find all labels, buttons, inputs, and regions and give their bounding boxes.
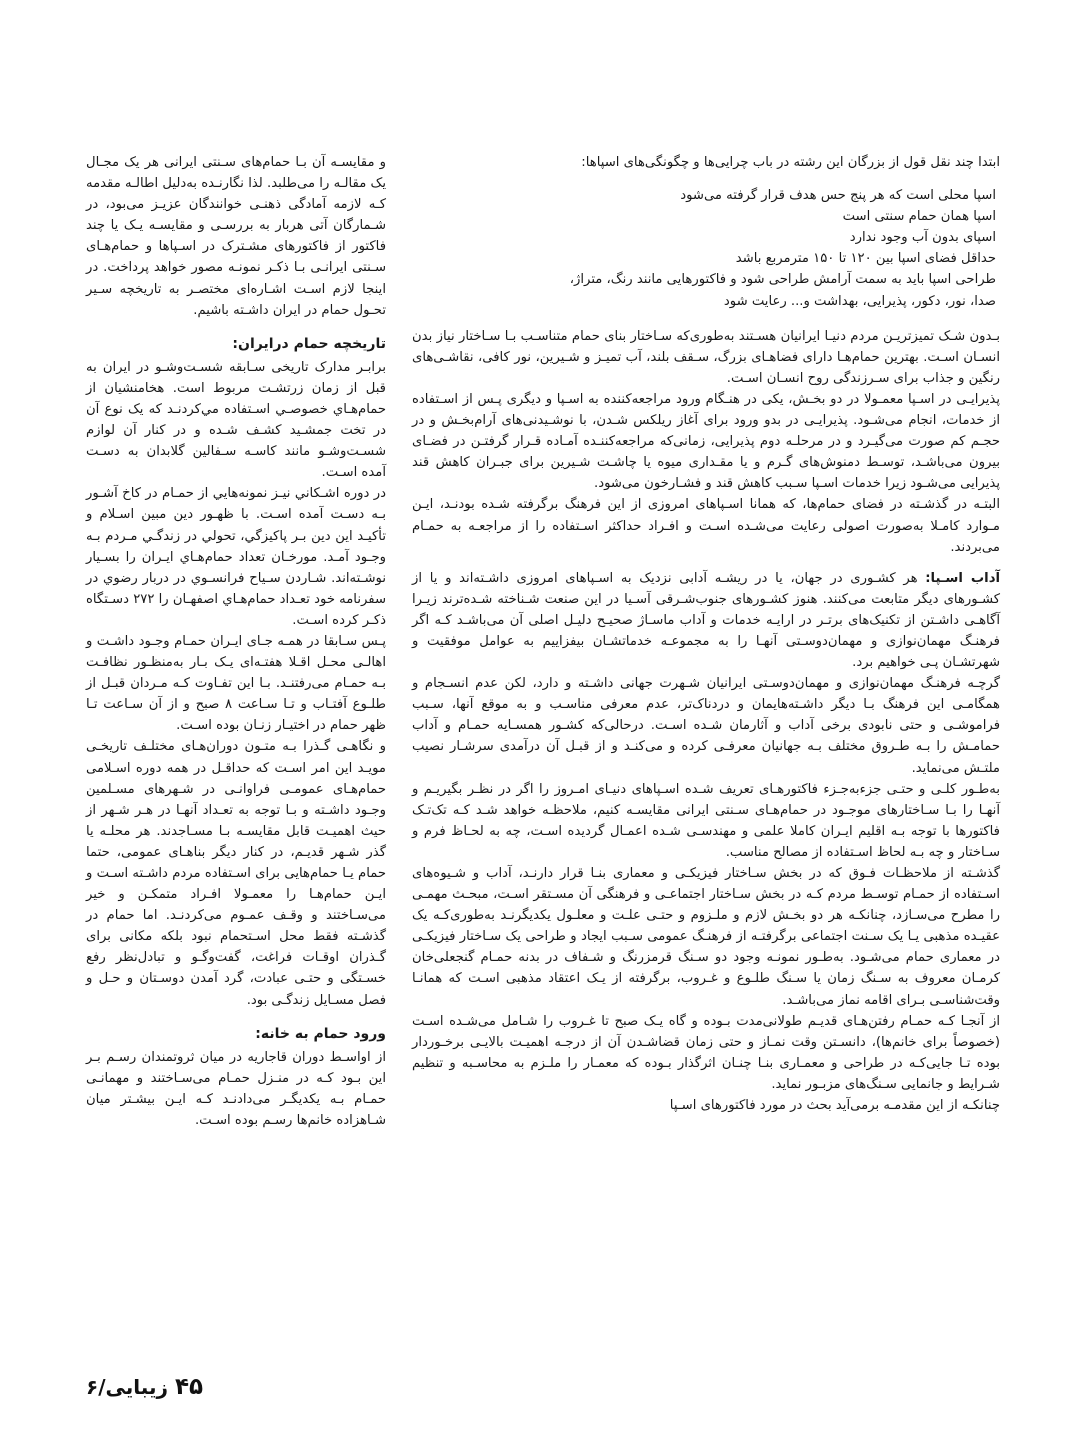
- body-paragraph: در دوره اشـكاني نيـز نمونه‌هايي از حمـام در كاخ آشـور بـه دسـت آمده اسـت. با ظهـور دين مبين اسـلام و تأكيـد اين دين بـر پاكيزگي، تحولي در زندگـي مـردم بـه وجـود آمـد. مورخـان تعداد حمام‌هـاي ايـران را بسـيار نوشـته‌اند. شـاردن سـياح فرانسـوي در دربار رضوي در سفرنامه خود تعـداد حمام‌هـاي اصفهـان را ۲۷۲ دسـتگاه ذكـر كرده اسـت.: [86, 486, 386, 628]
- right-column: [412, 152, 1000, 1116]
- intro-line: ابتدا چند نقل قول از بزرگان این رشته در باب چرایی‌ها و چگونگی‌های اسپاها:: [581, 155, 1000, 170]
- left-column: [86, 152, 386, 1131]
- body-paragraph: از آنجـا کـه حمـام رفتن‌هـای قدیـم طولانی‌مدت بـوده و گاه یـک صبح تا غـروب را شـامل می‌شـده اسـت (خصوصاً برای خانم‌ها)، دانسـتن وقت نمـاز و حتی زمان قضاشـدن آن از درجـه اهمیـت بالایـی برخـوردار بوده تـا جایی‌کـه در طراحی و معمـاری بنـا چنـان اثرگذار بـوده که معمـار را ملـزم به محاسـبه و تنظیم شـرایط و جانمایی سـنگ‌های مزبـور نماید.: [412, 1013, 1000, 1092]
- quote-item: اسپا همان حمام سنتی است: [842, 209, 996, 225]
- body-paragraph: و مقایسـه آن بـا حمام‌های سـنتی ایرانی هر یک مجـال یک مقالـه را می‌طلبد. لذا نگارنـده به‌دلیل اطالـه مقدمه کـه لازمه آمادگی ذهنـی خوانندگان عزیـز می‌بود، در شـمارگان آتی هربار به بررسـی و مقایسـه یـک یا چند فاکتور از فاکتورهای مشـترک در اسـپاها و حمام‌هـای سـنتی ایرانـی بـا ذکـر نمونـه مصور خواهد پرداخت. در اینجا لازم اسـت اشـاره‌ای مختصـر به تاریخچه سـیر تحـول حمام در ایران داشـته باشیم.: [86, 155, 386, 318]
- body-paragraph: گرچـه فرهنـگ مهمان‌نوازی و مهمان‌دوسـتی ایرانیان شـهرت جهانی داشـته و دارد، لکن عدم انسـجام و همگامـی این فرهنگ بـا دیگر داشـته‌هایمان و دردناک‌تر، عدم معرفی مناسـب و به موقع آنها، سـبب فراموشـی و حتی نابودی برخی آداب و آثارمان شـده اسـت. درحالی‌که کشـور همسـایه حمـام و آداب حمامـش را بـه طـروق مختلف بـه جهانیان معرفـی کرده و می‌کنـد و از قبـل آن درآمدی سرشـار نصیب ملتـش می‌نماید.: [412, 676, 1000, 776]
- quote-item: اسپای بدون آب وجود ندارد: [849, 230, 996, 246]
- body-paragraph: برابـر مدارک تاریخی سـابقه شسـت‌وشـو در ایران به قبل از زمان زرتشـت مربوط است. هخامنشیان از حمام‌هـاي خصوصـي اسـتفاده مي‌كردنـد كه یک نوع آن در تخت جمشـید كشـف شـده و در كنار آن لوازم شسـت‌وشـو مانند كاسـه سـفالین گلابدان به دسـت آمده اسـت.: [86, 359, 386, 481]
- page-number: ۴۵: [174, 1374, 204, 1400]
- quote-item: اسپا محلی است که هر پنج حس هدف قرار گرفته می‌شود: [680, 188, 996, 204]
- body-paragraph: به‌طـور کلـی و حتـی جزء‌به‌جـزء فاکتورهـای تعریف شـده اسـپاهای دنیـای امـروز را اگر در نظـر بگیریـم و آنهـا را بـا سـاختارهای موجـود در حمام‌هـای سـنتی ایرانی مقایسـه کنیم، ملاحظـه خواهد شـد کـه تک‌تـک فاکتورها با توجه بـه اقلیم ایـران کاملا علمی و مهندسـی شـده اعمـال گردیده اسـت، چه به لحـاظ فرم و سـاختار و چه بـه لحاظ اسـتفاده از مصالح مناسب.: [412, 781, 1000, 860]
- entry-heading: ورود حمام به خانه:: [255, 1025, 386, 1042]
- adab-title: آداب اسـپا:: [925, 570, 1000, 586]
- history-heading: تاریخچه حمام درایران:: [232, 335, 386, 352]
- body-paragraph: البتـه در گذشـته در فضای حمام‌ها، که همانا اسـپاهای امروزی از این فرهنگ برگرفته شـده بودنـد، ایـن مـوارد کامـلا به‌صورت اصولی رعایت می‌شـده اسـت و افـراد حداکثر اسـتفاده را از مراجعـه به حمـام می‌بردند.: [412, 497, 1000, 555]
- body-paragraph: چنانکـه از این مقدمـه برمی‌آید بحث در مورد فاکتورهای اسـپا: [669, 1098, 1000, 1114]
- body-paragraph: پذیرایـی در اسـپا معمـولا در دو بخـش، یکی در هنـگام ورود مراجعه‌کننده به اسـپا و دیگری پـس از اسـتفاده از خدمات، انجام می‌شـود. پذیرایـی در بدو ورود برای آغاز ریلکس شـدن، با نوشـیدنی‌های آرام‌بخـش و در حجـم کم صورت می‌گیـرد و در مرحلـه دوم پذیرایی، زمانی‌که مراجعه‌کننـده آمـاده قـرار گرفتـن در فضـای بیرون می‌باشـد، توسـط دمنوش‌های گـرم و یا مقـداری میوه یا چاشـت شـیرین برای جبـران کاهش قند پذیرایی می‌شـود زیرا خدمات اسـپا سـبب کاهش قند و فشـارخون می‌شود.: [412, 391, 1000, 492]
- body-paragraph: گذشـته از ملاحظـات فـوق که در بخش سـاختار فیزیکـی و معماری بنـا قرار دارنـد، آداب و شـیوه‌های اسـتفاده از حمـام توسـط مردم کـه در بخش سـاختار اجتماعـی و فرهنگی آن مسـتقر اسـت، مبحـث مهمـی را مطرح می‌سـازد، چنانکـه هر دو بخـش لازم و ملـزوم و حتـی علـت و معلـول یکدیگرنـد به‌طوری‌کـه یک عقیـده مذهبی یـا یک سـنت اجتماعی برگرفتـه از فرهنـگ عمومی سـبب ایجاد و طراحی یک سـاختار فیزیکـی در معماری حمام می‌شـود. به‌طـور نمونـه وجود دو سـنگ قرمزرنگ و شـفاف در بدنه حمـام گنجعلی‌خان کرمـان معروف به سـنگ زمان یا سـنگ طلـوع و غـروب، برگرفته از یـک اعتقاد مذهبی اسـت که همانـا وقت‌شناسـی بـرای اقامه نماز می‌باشـد.: [412, 866, 1000, 1008]
- magazine-name: زیبایی/۶: [86, 1375, 168, 1399]
- quote-item: صدا، نور، دکور، پذیرایی، بهداشت و... رعایت شود: [723, 293, 996, 309]
- body-paragraph: از اواسـط دوران قاجاریه در میان ثروتمندان رسـم بـر این بـود کـه در منـزل حمـام می‌سـاختند و مهمانـی حمـام بـه یکدیگـر می‌دادنـد کـه ایـن بیشـتر میان شـاهزاده خانم‌ها رسـم بوده اسـت.: [86, 1049, 386, 1128]
- quote-item: حداقل فضای اسپا بین ۱۲۰ تا ۱۵۰ مترمربع باشد: [735, 251, 996, 267]
- quote-list: [412, 185, 996, 312]
- body-paragraph: بـدون شـک تمیزتریـن مردم دنیـا ایرانیان هسـتند به‌طوری‌که سـاختار بنای حمام متناسـب بـا سـاختار نیاز بدن انسـان اسـت. بهترین حمام‌هـا دارای فضاهـای بزرگ، سـقف بلند، آب تمیـز و شـیرین، نور کافی، نقاشـی‌های رنگین و جذاب برای سـرزندگی روح انسـان اسـت.: [412, 328, 1000, 386]
- adab-text: هر کشـوری در جهان، یا در ریشـه آدابی نزدیک به اسـپاهای امروزی داشـته‌اند و یا از کشـورهای دیگر متابعت می‌کنند. هنوز کشـورهای جنوب‌شـرقی آسـیا در این صنعت شـناخته شـده‌ترند زیـرا آگاهـی داشـتن از تکنیک‌های برتـر در ارایـه خدمات و آداب ماسـاژ صحیـح دلیـل اصلی آن می‌باشـد کـه اگر فرهنـگ مهمان‌نوازی و مهمان‌دوسـتی آنهـا را به مجموعـه خدماتشـان بیفزاییم به عوامل موفقیت و شهرتشـان پـی خواهیم برد.: [412, 570, 1000, 671]
- adab-paragraph: [412, 568, 1000, 673]
- body-paragraph: و نگاهـی گـذرا بـه متـون دوران‌هـای مختلـف تاریخـی مویـد این امر اسـت که حداقـل در همه دوره اسـلامی حمام‌هـای عمومـی فراوانـی در شـهرهای مسـلمین وجـود داشـته و بـا توجه به تعـداد آنهـا در هـر شـهر از حیث اهمیـت قابل مقایسـه بـا مسـاجدند. هر محلـه یا گذر شـهر قدیـم، در کنار دیگر بناهـای عمومی، حتما حمام یـا حمام‌هایی برای اسـتفاده مردم داشـته اسـت و ایـن حمام‌هـا را معمـولا افـراد متمکـن و خیر می‌سـاختند و وقـف عمـوم می‌کردنـد. اما حمام در گذشـته فقط محل اسـتحمام نبود بلکه مکانی برای گـذران اوقـات فراغت، گفت‌وگـو و تبادل‌نظر رفع خسـتگی و حتـی عبادت، گرد آمدن دوسـتان و حـل و فصل مسـایل زندگـی بود.: [86, 739, 386, 1008]
- quote-item: طراحی اسپا باید به سمت آرامش طراحی شود و فاکتورهایی مانند رنگ، متراژ،: [569, 272, 996, 288]
- body-paragraph: پـس سـابقا در همـه جـای ایـران حمـام وجـود داشـت و اهالـی محـل اقـلا هفتـه‌ای یـک بـار به‌منظـور نظافـت بـه حمـام می‌رفتنـد. بـا این تفـاوت کـه مـردان قبـل از طلـوع آفتـاب و تـا سـاعت ۸ صبح و از آن سـاعت تـا ظهر حمام در اختیـار زنـان بوده اسـت.: [86, 633, 386, 734]
- page-footer: [86, 1374, 205, 1400]
